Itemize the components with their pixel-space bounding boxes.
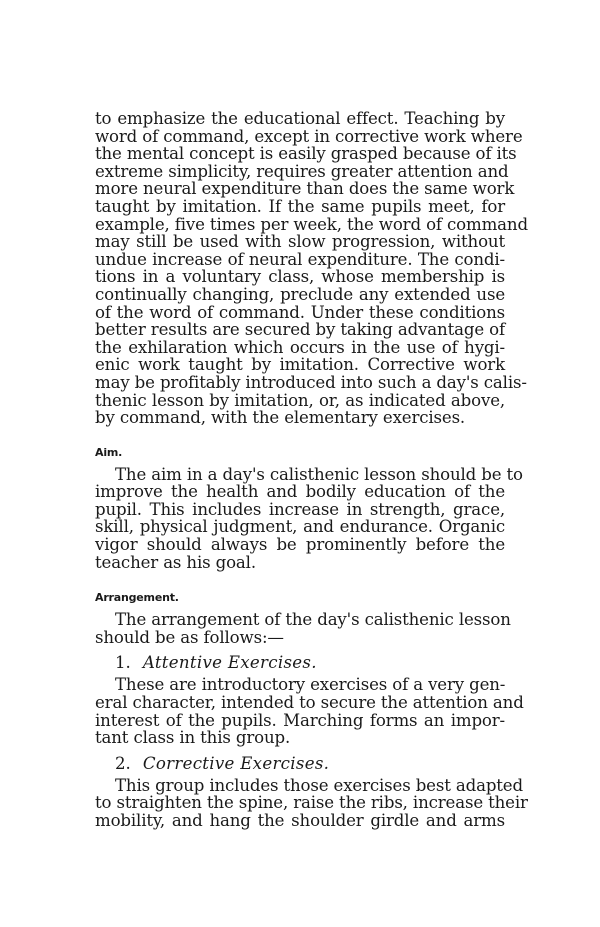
text-line: eral character, intended to secure the attention and [95,693,524,713]
arrangement-intro [95,610,511,647]
intro-paragraph [95,109,528,428]
text-line: of the word of command. Under these conditions [95,302,505,322]
text-line: pupil. This includes increase in strength, grace, [95,499,505,519]
list-item-title-text: Attentive Exercises. [142,653,317,673]
text-line: undue increase of neural expenditure. The condi- [95,249,505,269]
text-line: These are introductory exercises of a very gen- [115,675,506,695]
text-line: the mental concept is easily grasped because of its [95,144,517,164]
list-item-title-text: Corrective Exercises. [142,753,330,773]
text-line: improve the health and bodily education of the [95,482,505,502]
text-line: to emphasize the educational effect. Teaching by [95,109,505,128]
arrangement-heading: Arrangement. [95,591,179,605]
text-line: mobility, and hang the shoulder girdle and arms [95,811,505,830]
text-line: the exhilaration which occurs in the use of hygi- [95,337,505,357]
text-line: better results are secured by taking advantage of [95,320,505,340]
list-item-paragraph [95,675,524,748]
text-line: skill, physical judgment, and endurance. Organic [95,517,505,537]
text-line: by command, with the elementary exercises. [95,408,466,428]
aim-heading: Aim. [95,445,123,459]
page-body [95,109,528,830]
list-item-title [95,755,505,773]
text-line: tant class in this group. [95,728,291,748]
text-line: taught by imitation. If the same pupils meet, for [95,196,505,216]
list-item-paragraph [95,775,528,830]
text-line: The arrangement of the day's calisthenic lesson [115,610,511,630]
aim-paragraph [95,464,523,572]
text-line: may be profitably introduced into such a day's calis- [95,372,527,392]
text-line: continually changing, preclude any extended use [95,284,505,304]
text-line: This group includes those exercises best adapted [115,775,523,795]
text-line: enic work taught by imitation. Corrective work [95,355,505,375]
list-item-number: 2. [115,753,131,773]
text-line: interest of the pupils. Marching forms an impor- [95,710,505,730]
text-line: The aim in a day's calisthenic lesson should be to [115,464,523,484]
text-line: vigor should always be prominently before the [95,535,505,555]
text-line: to straighten the spine, raise the ribs, increase their [95,793,528,813]
text-line: extreme simplicity, requires greater attention and [95,161,509,181]
text-line: thenic lesson by imitation, or, as indicated above, [95,390,505,410]
text-line: teacher as his goal. [95,552,256,572]
text-line: example, five times per week, the word of command [95,214,528,234]
list-item-number: 1. [115,653,131,673]
text-line: may still be used with slow progression, without [95,232,505,252]
list-item-title [95,654,505,672]
text-line: tions in a voluntary class, whose membership is [95,267,505,287]
text-line: should be as follows:— [95,627,284,647]
text-line: word of command, except in corrective work where [95,126,523,146]
text-line: more neural expenditure than does the same work [95,179,515,199]
